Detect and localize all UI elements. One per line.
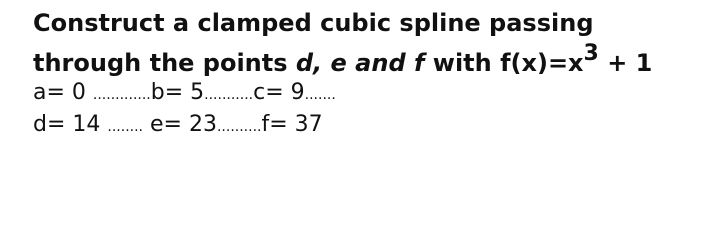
question-title-line-1 [33, 8, 713, 38]
dot-leader: ........ [107, 119, 143, 135]
point-a-value: a= 0 [33, 80, 86, 105]
question-line-1-text: Construct a clamped cubic spline passing [33, 9, 594, 37]
question-points-italic: d, e and f [295, 49, 425, 77]
question-title-line-2 [33, 41, 713, 78]
point-f-value: f= 37 [261, 112, 323, 137]
question-line-2-start: through the points [33, 49, 296, 77]
function-constant: + 1 [598, 49, 653, 77]
point-b-value: b= 5 [150, 80, 205, 105]
function-exponent: 3 [583, 41, 599, 66]
dot-leader: ............. [92, 87, 151, 103]
point-values-row-2 [33, 110, 713, 142]
point-c-value: c= 9 [253, 80, 305, 105]
point-e-value: e= 23 [150, 112, 217, 137]
question-function-text: with f(x)=x [424, 49, 584, 77]
question-block [33, 8, 713, 142]
dot-leader: .......... [216, 119, 262, 135]
dot-leader: ........... [204, 87, 254, 103]
point-values-row-1 [33, 78, 713, 110]
point-d-value: d= 14 [33, 112, 101, 137]
dot-leader: ....... [304, 87, 336, 103]
